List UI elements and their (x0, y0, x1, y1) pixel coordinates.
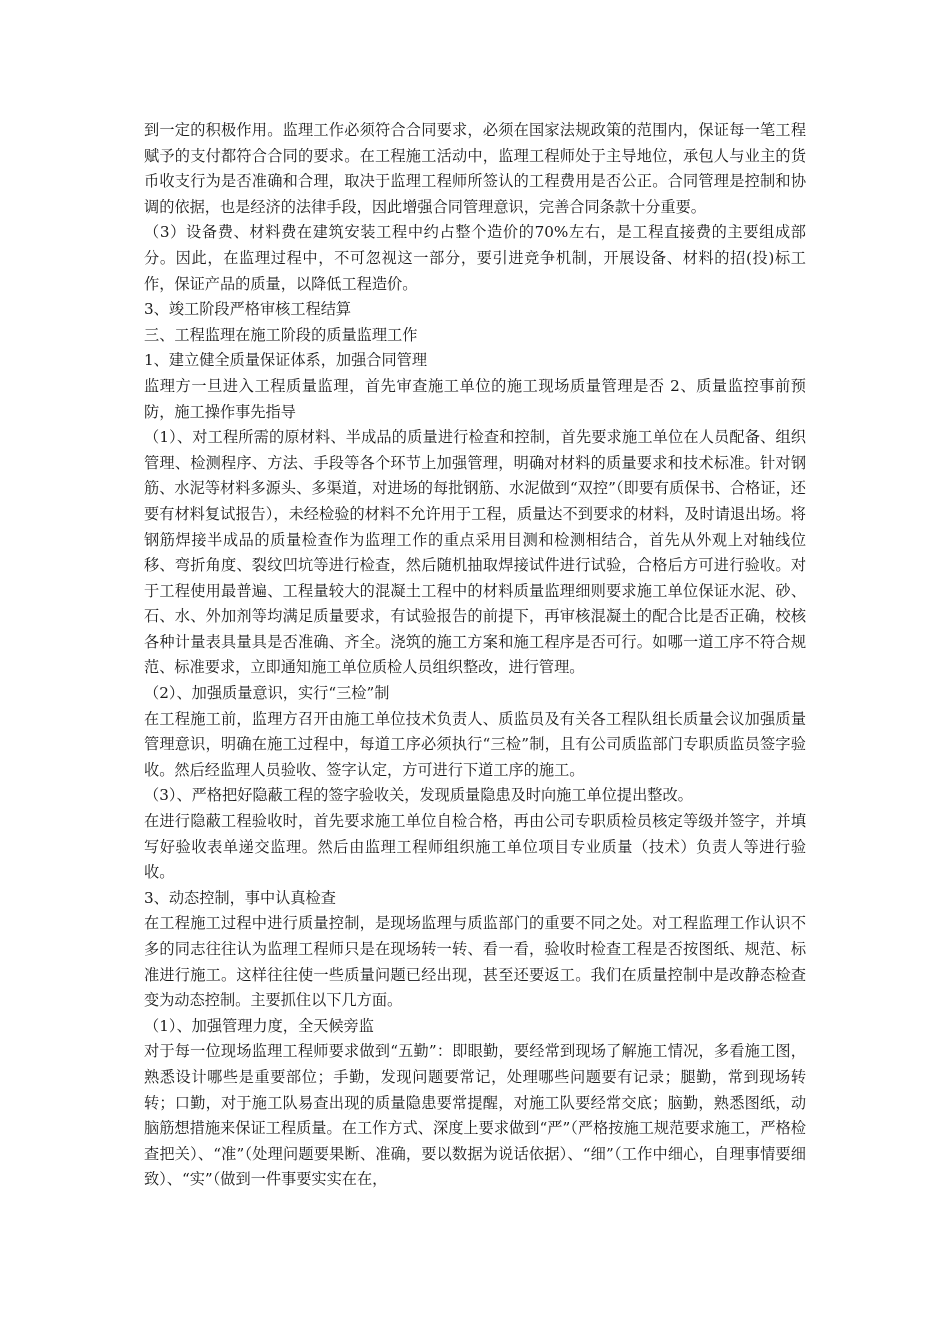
heading-three-checks: （2）、加强质量意识，实行“三检”制 (144, 684, 390, 703)
paragraph-equipment-materials: （3）设备费、材料费在建筑安装工程中约占整个造价的70%左右，是工程直接费的主要组成部分。因此，在监理过程中，不可忽视这一部分，要引进竞争机制，开展设备、材料的招(投)标工作，保证产品的质量，以降低工程造价。 (144, 223, 806, 293)
heading-concealed-works: （3）、严格把好隐蔽工程的签字验收关，发现质量隐患及时向施工单位提出整改。 (144, 786, 693, 805)
document-body (144, 118, 806, 1193)
paragraph-dynamic-control: 在工程施工过程中进行质量控制，是现场监理与质监部门的重要不同之处。对工程监理工作认识不多的同志往往认为监理工程师只是在现场转一转、看一看，验收时检查工程是否按图纸、规范、标准进行施工。这样往往使一些质量问题已经出现，甚至还要返工。我们在质量控制中是改静态检查变为动态控制。主要抓住以下几方面。 (144, 914, 806, 1010)
heading-completion-settlement: 3、竣工阶段严格审核工程结算 (144, 300, 352, 319)
heading-section-three: 三、工程监理在施工阶段的质量监理工作 (144, 325, 418, 344)
paragraph-quality-review: 监理方一旦进入工程质量监理，首先审查施工单位的施工现场质量管理是否 2、质量监控事前预防，施工操作事先指导 (144, 376, 806, 421)
heading-dynamic-control: 3、动态控制，事中认真检查 (144, 888, 336, 907)
paragraph-concealed-works: 在进行隐蔽工程验收时，首先要求施工单位自检合格，再由公司专职质检员核定等级并签字，并填写好验收表单递交监理。然后由监理工程师组织施工单位项目专业质量（技术）负责人等进行验收。 (144, 812, 806, 882)
paragraph-three-checks: 在工程施工前，监理方召开由施工单位技术负责人、质监员及有关各工程队组长质量会议加强质量管理意识，明确在施工过程中，每道工序必须执行“三检”制，且有公司质监部门专职质监员签字验收。然后经监理人员验收、签字认定，方可进行下道工序的施工。 (144, 709, 806, 779)
paragraph-contract-management: 到一定的积极作用。监理工作必须符合合同要求，必须在国家法规政策的范围内，保证每一笔工程赋予的支付都符合合同的要求。在工程施工活动中，监理工程师处于主导地位，承包人与业主的货币收支行为是否准确和合理，取决于监理工程师所签认的工程费用是否公正。合同管理是控制和协调的依据，也是经济的法律手段，因此增强合同管理意识，完善合同条款十分重要。 (144, 121, 806, 216)
paragraph-raw-materials: （1）、对工程所需的原材料、半成品的质量进行检查和控制，首先要求施工单位在人员配备、组织管理、检测程序、方法、手段等各个环节上加强管理，明确对材料的质量要求和技术标准。针对钢筋、水泥等材料多源头、多渠道，对进场的每批钢筋、水泥做到“双控”（即要有质保书、合格证，还要有材料复试报告），未经检验的材料不允许用于工程，质量达不到要求的材料，及时请退出场。将钢筋焊接半成品的质量检查作为监理工作的重点采用目测和检测相结合，首先从外观上对轴线位移、弯折角度、裂纹凹坑等进行检查，然后随机抽取焊接试件进行试验，合格后方可进行验收。对于工程使用最普遍、工程量较大的混凝土工程中的材料质量监理细则要求施工单位保证水泥、砂、石、水、外加剂等均满足质量要求，有试验报告的前提下，再审核混凝土的配合比是否正确，校核各种计量表具量具是否准确、齐全。浇筑的施工方案和施工程序是否可行。如哪一道工序不符合规范、标准要求，立即通知施工单位质检人员组织整改，进行管理。 (144, 428, 806, 677)
paragraph-five-diligences: 对于每一位现场监理工程师要求做到“五勤”：即眼勤，要经常到现场了解施工情况，多看施工图，熟悉设计哪些是重要部位；手勤，发现问题要常记，处理哪些问题要有记录；腿勤，常到现场转转；口勤，对于施工队易查出现的质量隐患要常提醒，对施工队要经常交底；脑勤，熟悉图纸，动脑筋想措施来保证工程质量。在工作方式、深度上要求做到“严”（严格按施工规范要求施工，严格检查把关）、“准”（处理问题要果断、准确，要以数据为说话依据）、“细”（工作中细心，自理事情要细致）、“实”（做到一件事要实实在在， (144, 1042, 806, 1189)
heading-full-time-supervision: （1）、加强管理力度，全天候旁监 (144, 1016, 374, 1035)
heading-quality-system: 1、建立健全质量保证体系，加强合同管理 (144, 351, 428, 370)
